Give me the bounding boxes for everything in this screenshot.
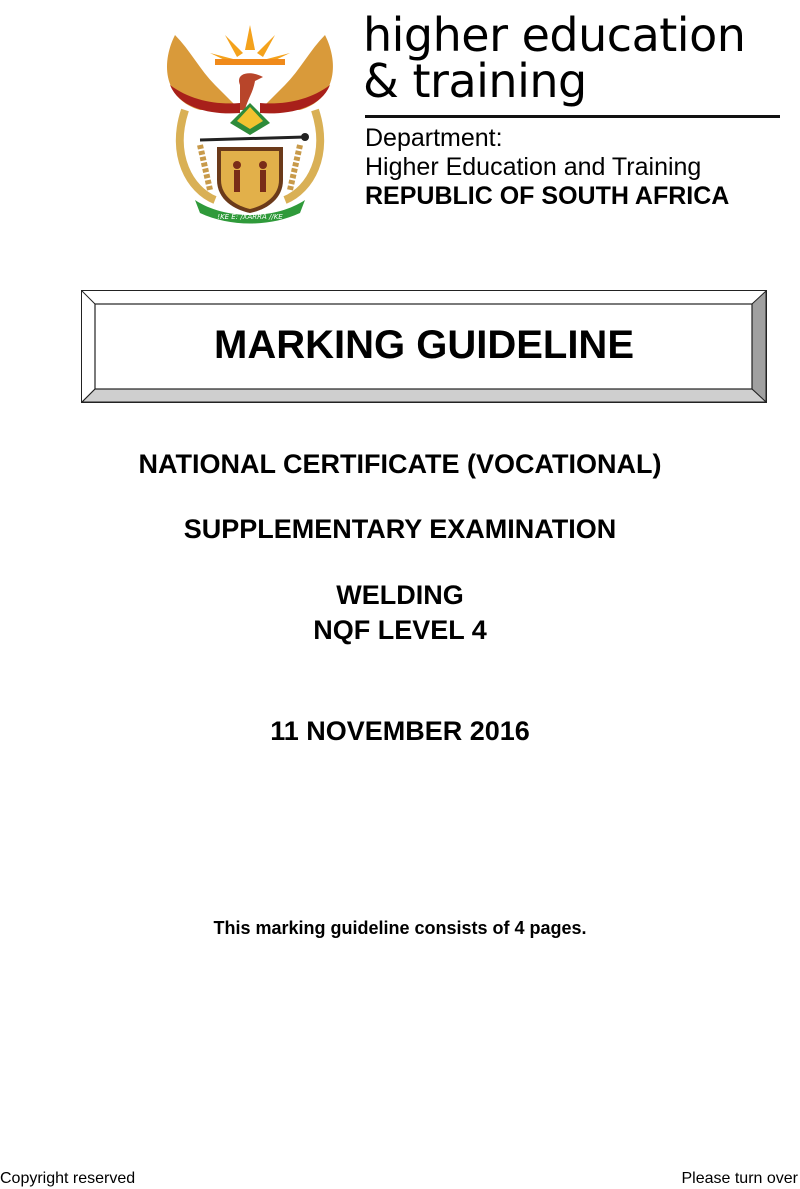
- page-count-note: This marking guideline consists of 4 pages.: [213, 918, 587, 938]
- footer-copyright: Copyright reserved: [0, 1170, 136, 1187]
- dept-full-name: Higher Education and Training: [365, 153, 702, 181]
- subject-name: WELDING: [336, 580, 464, 610]
- brand-divider: [365, 115, 780, 118]
- department-branding: [363, 8, 783, 210]
- country-name: REPUBLIC OF SOUTH AFRICA: [365, 182, 730, 210]
- crest-motto: !KE E: /XARRA //KE: [217, 213, 283, 221]
- title-banner: [81, 290, 767, 403]
- footer-turn-over: Please turn over: [681, 1170, 798, 1187]
- nqf-level: NQF LEVEL 4: [313, 615, 487, 645]
- certificate-name: NATIONAL CERTIFICATE (VOCATIONAL): [138, 449, 662, 479]
- brand-line-2: & training: [363, 54, 587, 108]
- document-title: MARKING GUIDELINE: [214, 323, 634, 367]
- exam-date: 11 NOVEMBER 2016: [270, 716, 530, 746]
- department-name: [365, 124, 701, 182]
- exam-type: SUPPLEMENTARY EXAMINATION: [183, 514, 617, 544]
- dept-label: Department:: [365, 124, 503, 152]
- coat-of-arms-icon: [155, 15, 345, 225]
- brand-line-1: higher education: [363, 8, 746, 62]
